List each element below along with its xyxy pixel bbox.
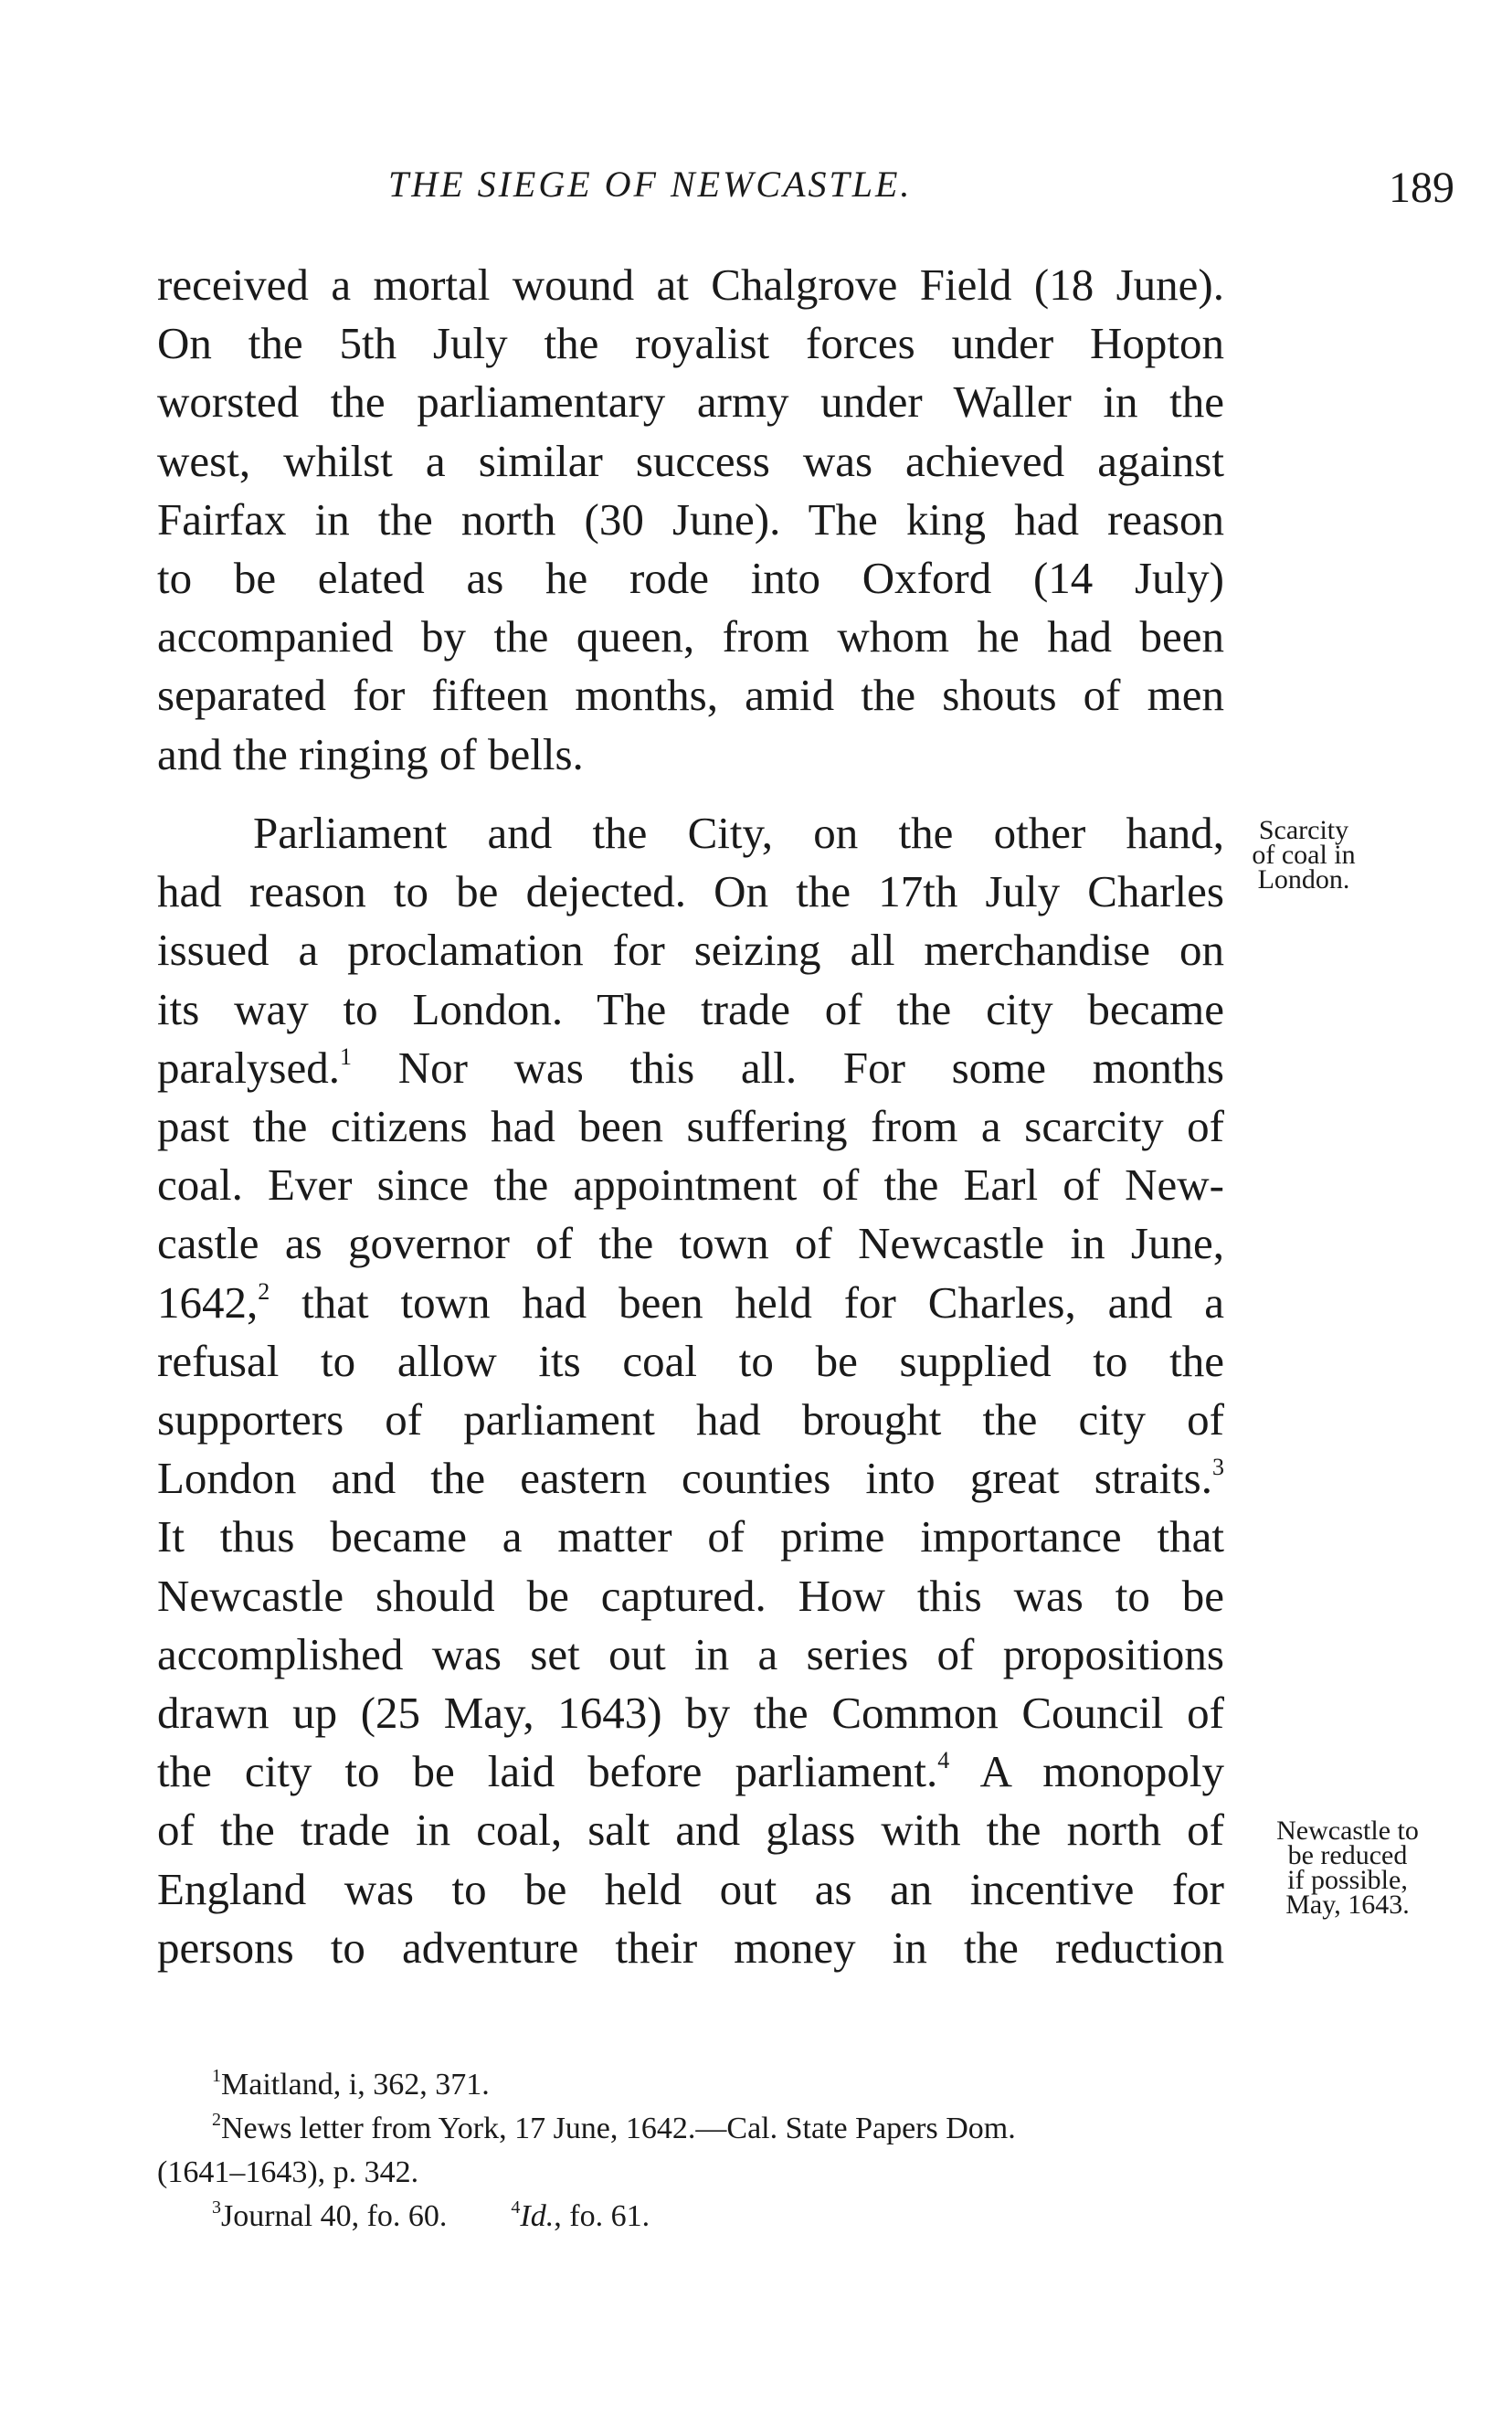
text-line — [157, 1742, 1224, 1801]
text-line: had reason to be dejected. On the 17th July Charles — [157, 866, 1224, 917]
footnote-ref[interactable]: 4 — [937, 1747, 950, 1774]
text-line: Parliament and the City, on the other hand, — [253, 808, 1224, 858]
footnote-ref[interactable]: 1 — [340, 1043, 352, 1070]
text-line: of the trade in coal, salt and glass with the north of — [157, 1805, 1224, 1856]
text-line: received a mortal wound at Chalgrove Field (18 June). — [157, 259, 1224, 310]
text-line: It thus became a matter of prime importance that — [157, 1511, 1224, 1562]
sidenote-line: Newcastle to — [1276, 1816, 1419, 1846]
footnote-mark: 2 — [212, 2110, 221, 2130]
text-line: accompanied by the queen, from whom he had been — [157, 611, 1224, 662]
footnote-text: Journal 40, fo. 60. — [221, 2199, 448, 2233]
text-line: worsted the parliamentary army under Waller in the — [157, 376, 1224, 428]
text-segment: paralysed. — [157, 1042, 340, 1093]
paragraph-2 — [157, 804, 1224, 1977]
text-line — [157, 1449, 1224, 1508]
sidenote-newcastle — [1242, 1816, 1453, 1920]
page-header — [0, 163, 1512, 217]
text-line: England was to be held out as an incentive for — [157, 1863, 1224, 1914]
footnote-mark: 4 — [511, 2197, 521, 2218]
text-line: On the 5th July the royalist forces under Hopton — [157, 318, 1224, 369]
text-line: persons to adventure their money in the reduction — [157, 1922, 1224, 1973]
footnote-ref[interactable]: 2 — [258, 1277, 270, 1305]
sidenote-scarcity — [1235, 815, 1372, 895]
footnote-3-4 — [157, 2195, 1224, 2239]
text-line: and the ringing of bells. — [157, 728, 584, 779]
footnote-2-continued — [157, 2151, 1224, 2195]
text-line: west, whilst a similar success was achieved against — [157, 435, 1224, 486]
text-line: to be elated as he rode into Oxford (14 July) — [157, 553, 1224, 604]
text-line: issued a proclamation for seizing all merchandise on — [157, 925, 1224, 976]
text-line — [157, 1274, 1224, 1332]
sidenote-line: of coal in — [1252, 840, 1356, 870]
text-line: Newcastle should be captured. How this was to be — [157, 1570, 1224, 1621]
footnote-text: (1641–1643), p. 342. — [157, 2155, 419, 2189]
footnote-text: News letter from York, 17 June, 1642.—Cal. State Papers Dom. — [221, 2112, 1016, 2145]
page-number: 189 — [1389, 164, 1454, 212]
text-line: castle as governor of the town of Newcastle in June, — [157, 1218, 1224, 1269]
text-line: drawn up (25 May, 1643) by the Common Council of — [157, 1688, 1224, 1739]
sidenote-line: be reduced — [1287, 1840, 1408, 1870]
text-line: accomplished was set out in a series of propositions — [157, 1628, 1224, 1679]
footnote-text-italic: Id. — [520, 2199, 555, 2233]
footnote-text: Maitland, i, 362, 371. — [221, 2068, 490, 2102]
text-segment: A monopoly — [979, 1746, 1224, 1797]
sidenote-line: if possible, — [1287, 1865, 1408, 1895]
footnotes — [157, 2063, 1224, 2239]
text-line: Fairfax in the north (30 June). The king had reason — [157, 493, 1224, 545]
text-line: refusal to allow its coal to be supplied to the — [157, 1335, 1224, 1386]
sidenote-line: Scarcity — [1258, 815, 1349, 845]
text-segment: Nor was this all. For some months — [397, 1042, 1224, 1093]
text-line: coal. Ever since the appointment of the Earl of New- — [157, 1159, 1224, 1211]
paragraph-1 — [157, 256, 1224, 784]
footnote-text: , fo. 61. — [554, 2199, 650, 2233]
sidenote-line: May, 1643. — [1285, 1890, 1410, 1920]
text-segment: London and the eastern counties into great straits. — [157, 1453, 1212, 1504]
footnote-ref[interactable]: 3 — [1212, 1454, 1224, 1481]
footnote-2 — [157, 2107, 1224, 2151]
sidenote-line: London. — [1257, 864, 1350, 895]
text-line: its way to London. The trade of the city became — [157, 983, 1224, 1034]
text-line: past the citizens had been suffering from a scarcity of — [157, 1101, 1224, 1152]
footnote-mark: 1 — [212, 2066, 221, 2086]
running-title: THE SIEGE OF NEWCASTLE. — [388, 164, 913, 205]
text-segment: the city to be laid before parliament. — [157, 1746, 938, 1797]
text-segment: that town had been held for Charles, and a — [301, 1276, 1224, 1328]
text-line — [157, 1039, 1224, 1097]
text-line: supporters of parliament had brought the city of — [157, 1394, 1224, 1445]
footnote-1 — [157, 2063, 1224, 2107]
text-line: separated for fifteen months, amid the shouts of men — [157, 670, 1224, 721]
text-segment: 1642, — [157, 1276, 259, 1328]
footnote-mark: 3 — [212, 2197, 221, 2218]
